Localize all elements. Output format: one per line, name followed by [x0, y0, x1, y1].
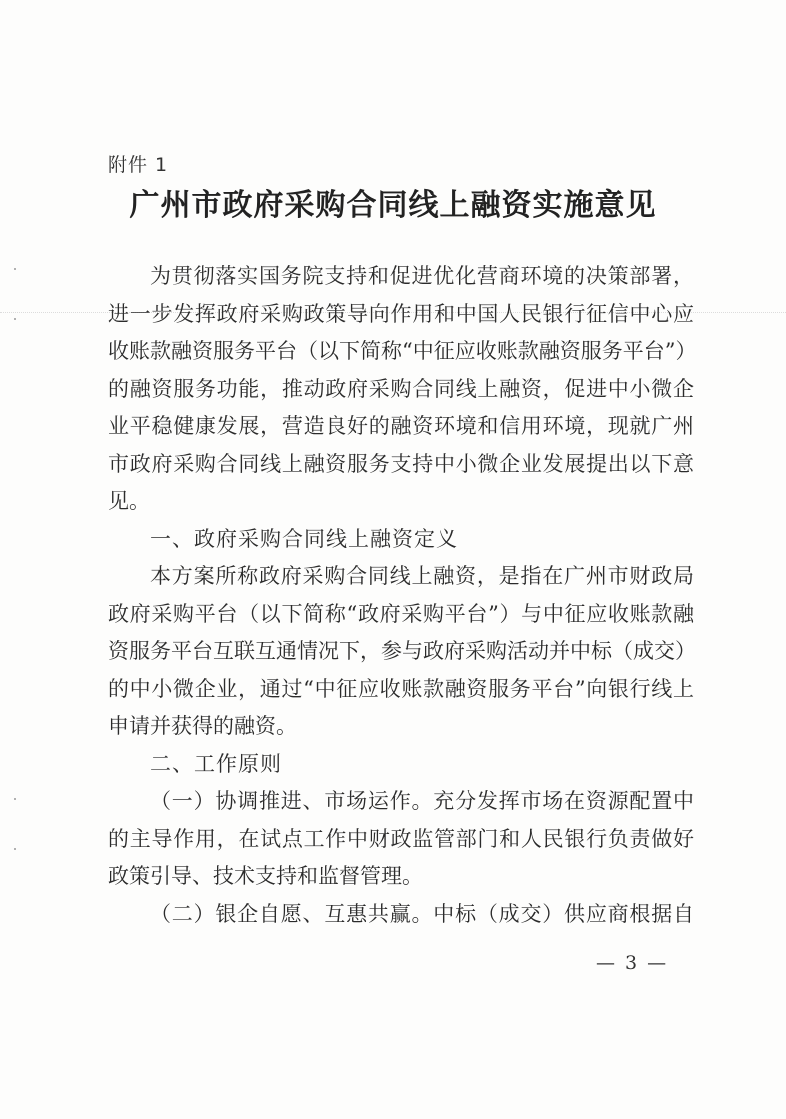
document-body	[108, 258, 697, 933]
paragraph-line: 资服务平台互联互通情况下，参与政府采购活动并中标（成交）	[108, 639, 696, 663]
paragraph-line: 政策引导、技术支持和监督管理。	[108, 864, 423, 888]
paragraph-line: 为贯彻落实国务院支持和促进优化营商环境的决策部署，	[150, 264, 694, 288]
document-title: 广州市政府采购合同线上融资实施意见	[129, 188, 657, 223]
paragraph-line: 政府采购平台（以下简称“政府采购平台”）与中征应收账款融	[108, 601, 694, 626]
paragraph-line: 的融资服务功能，推动政府采购合同线上融资，促进中小微企	[108, 376, 694, 401]
page-number: — 3 —	[596, 952, 669, 974]
paragraph-line: 市政府采购合同线上融资服务支持中小微企业发展提出以下意	[108, 451, 694, 476]
paragraph-line: 收账款融资服务平台（以下简称“中征应收账款融资服务平台”）	[108, 339, 697, 363]
section-heading: 一、政府采购合同线上融资定义	[150, 526, 458, 551]
scan-speck	[14, 318, 16, 320]
paragraph-line: 申请并获得的融资。	[108, 714, 297, 738]
paragraph-line: 的主导作用，在试点工作中财政监管部门和人民银行负责做好	[108, 826, 694, 851]
scan-speck	[14, 848, 16, 850]
paragraph-line: 本方案所称政府采购合同线上融资，是指在广州市财政局	[150, 564, 694, 588]
scan-speck	[14, 268, 16, 270]
scan-speck	[14, 798, 16, 800]
paragraph-line: 进一步发挥政府采购政策导向作用和中国人民银行征信中心应	[108, 301, 694, 326]
section-heading: 二、工作原则	[150, 751, 282, 776]
paragraph-line: （二）银企自愿、互惠共赢。中标（成交）供应商根据自	[150, 901, 694, 926]
paragraph-line: 见。	[108, 489, 150, 513]
attachment-label: 附件 1	[108, 154, 169, 176]
paragraph-line: 的中小微企业，通过“中征应收账款融资服务平台”向银行线上	[108, 676, 694, 701]
paragraph-line: 业平稳健康发展，营造良好的融资环境和信用环境，现就广州	[108, 414, 694, 438]
paragraph-line: （一）协调推进、市场运作。充分发挥市场在资源配置中	[150, 789, 694, 813]
